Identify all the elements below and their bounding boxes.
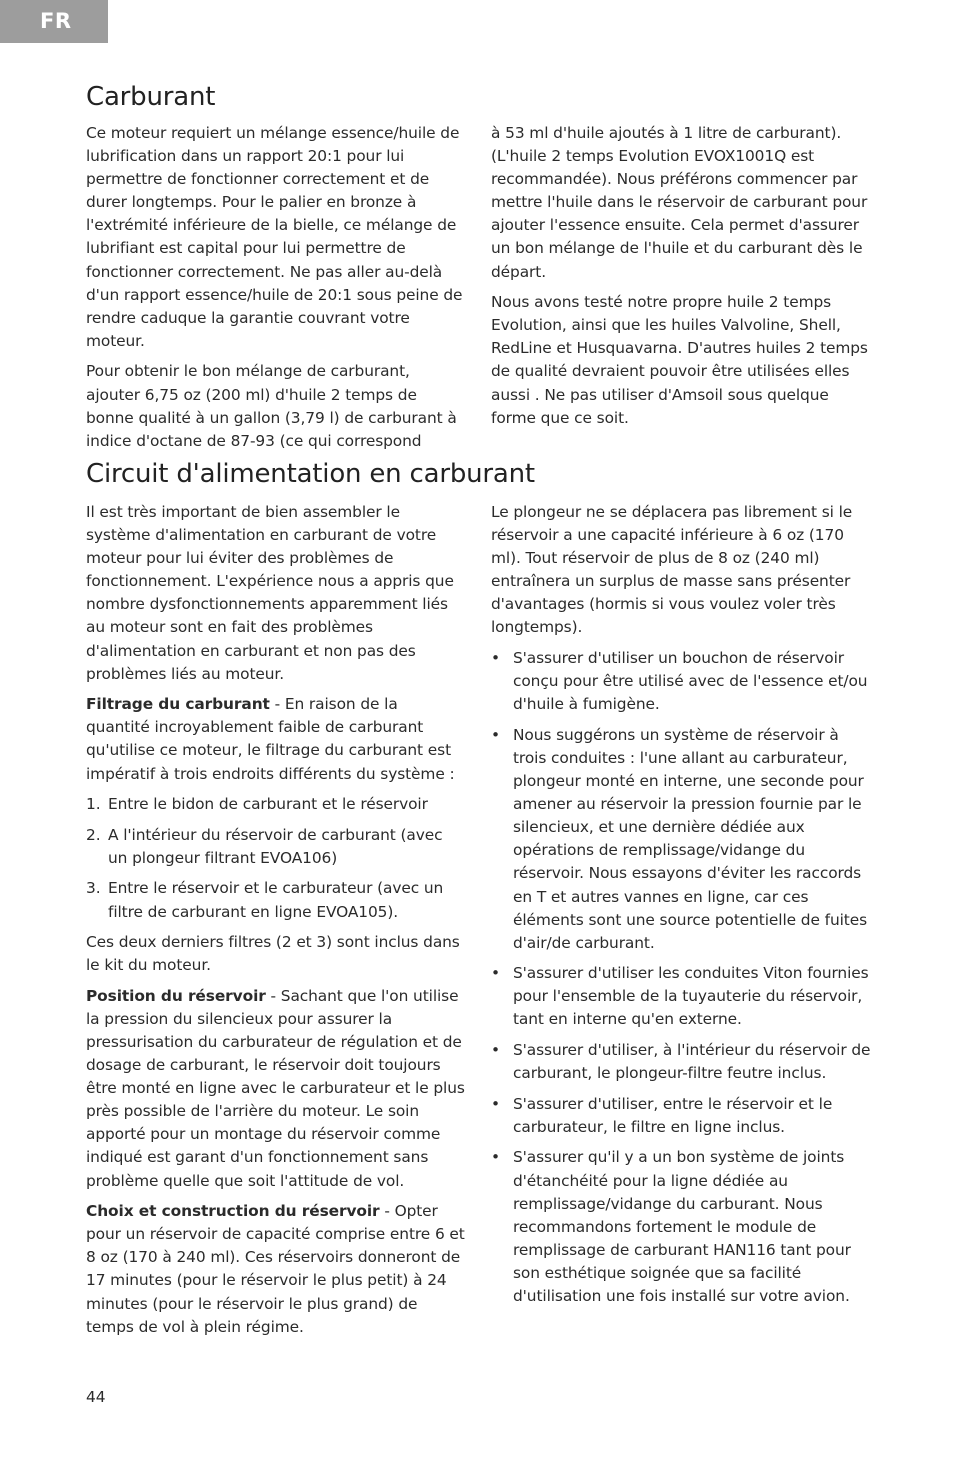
paragraph: Pour obtenir le bon mélange de carburant, ajouter 6,75 oz (200 ml) d'huile 2 temps de bonne qualité à un gallon (3,79 l) de carburant à indice d'octane de 87-93 (ce qui correspond [86,362,457,450]
bullet-mark: • [491,649,500,668]
position-label: Position du réservoir [86,986,266,1005]
filter-locations-list [86,793,466,923]
bullet-text: S'assurer d'utiliser, à l'intérieur du réservoir de carburant, le plongeur-filtre feutre inclus. [513,1041,871,1083]
section-title-circuit-alimentation: Circuit d'alimentation en carburant [86,459,535,489]
bullet-mark: • [491,1094,500,1113]
bullet-text: S'assurer d'utiliser, entre le réservoir et le carburateur, le filtre en ligne inclus. [513,1094,833,1136]
paragraph-position [86,985,466,1193]
bullet-mark: • [491,1041,500,1060]
bullet-mark: • [491,1148,500,1167]
bullet-item [491,1146,871,1308]
bullet-item [491,1093,871,1139]
list-item-text: Entre le réservoir et le carburateur (avec un filtre de carburant en ligne EVOA105). [108,879,444,921]
list-item [86,793,466,816]
list-number: 2. [86,825,101,844]
list-item-text: A l'intérieur du réservoir de carburant (avec un plongeur filtrant EVOA106) [108,825,443,867]
bullet-item [491,1039,871,1085]
bullet-text: S'assurer d'utiliser un bouchon de réservoir conçu pour être utilisé avec de l'essence et/ou d'huile à fumigène. [513,649,868,714]
bullet-item [491,962,871,1031]
filtrage-text: - En raison de la quantité incroyablement faible de carburant qu'utilise ce moteur, le filtrage du carburant est impératif à trois endroits différents du système : [86,695,455,783]
bullet-text: S'assurer qu'il y a un bon système de joints d'étanchéité pour la ligne dédiée au remplissage/vidange du carburant. Nous recommandons fortement le module de remplissage de carburant HAN116 tant pour son esthétique soignée que sa facilité d'utilisation une fois installé sur votre avion. [513,1148,851,1305]
paragraph-filters-note: Ces deux derniers filtres (2 et 3) sont inclus dans le kit du moteur. [86,933,460,975]
bullet-item [491,647,871,716]
circuit-left-column [86,501,466,1346]
bullet-mark: • [491,964,500,983]
carburant-right-column [491,122,871,437]
page-number: 44 [86,1388,106,1406]
bullet-text: Nous suggérons un système de réservoir à trois conduites : l'une allant au carburateur, plongeur monté en interne, une seconde pour amener au réservoir la pression fournie par le silencieux, et une dernière dédiée aux opérations de remplissage/vidange du réservoir. Nous essayons d'éviter les raccords en T et autres vannes en ligne, car ces éléments sont une source potentielle de fuites d'air/de carburant. [513,725,867,952]
paragraph-filtrage [86,693,466,785]
choix-label: Choix et construction du réservoir [86,1202,380,1221]
carburant-left-column [86,122,466,460]
list-item [86,877,466,923]
bullet-item [491,724,871,955]
position-text: - Sachant que l'on utilise la pression du silencieux pour assurer la pressurisation du carburateur de régulation et de dosage de carburant, le réservoir doit toujours être monté en ligne avec le carburateur et le plus près possible de l'arrière du moteur. Le soin apporté pour un montage du réservoir comme indiqué est garant d'un fonctionnement sans problème quelle que soit l'attitude de vol. [86,986,465,1190]
choix-text: - Opter pour un réservoir de capacité comprise entre 6 et 8 oz (170 à 240 ml). Ces réservoirs donneront de 17 minutes (pour le réservoir le plus petit) à 24 minutes (pour le réservoir le plus grand) de temps de vol à plein régime. [86,1202,465,1336]
language-tab: FR [0,0,108,43]
circuit-right-column [491,501,871,1316]
bullet-text: S'assurer d'utiliser les conduites Viton fournies pour l'ensemble de la tuyauterie du réservoir, tant en interne qu'en externe. [513,964,869,1029]
list-number: 3. [86,879,101,898]
paragraph: à 53 ml d'huile ajoutés à 1 litre de carburant). (L'huile 2 temps Evolution EVOX1001Q est recommandée). Nous préférons commencer par mettre l'huile dans le réservoir de carburant pour ajouter l'essence ensuite. Cela permet d'assurer un bon mélange de l'huile et du carburant dès le départ. [491,124,868,281]
paragraph-plongeur: Le plongeur ne se déplacera pas librement si le réservoir a une capacité inférieure à 6 oz (170 ml). Tout réservoir de plus de 8 oz (240 ml) entraînera un surplus de masse sans présenter d'avantages (hormis si vous voulez voler très longtemps). [491,503,853,637]
paragraph-intro: Il est très important de bien assembler le système d'alimentation en carburant de votre moteur pour lui éviter des problèmes de fonctionnement. L'expérience nous a appris que nombre dysfonctionnements apparemment liés au moteur sont en fait des problèmes d'alimentation en carburant et non pas des problèmes liés au moteur. [86,503,454,683]
paragraph-choix [86,1200,466,1339]
filtrage-label: Filtrage du carburant [86,695,270,714]
list-number: 1. [86,795,101,814]
bullet-mark: • [491,725,500,744]
paragraph: Ce moteur requiert un mélange essence/huile de lubrification dans un rapport 20:1 pour lui permettre de fonctionner correctement et de durer longtemps. Pour le palier en bronze à l'extrémité inférieure de la bielle, ce mélange de lubrifiant est capital pour lui permettre de fonctionner correctement. Ne pas aller au-delà d'un rapport essence/huile de 20:1 sous peine de rendre caduque la garantie couvrant votre moteur. [86,124,463,350]
paragraph: Nous avons testé notre propre huile 2 temps Evolution, ainsi que les huiles Valvoline, Shell, RedLine et Husquavarna. D'autres huiles 2 temps de qualité devraient pouvoir être utilisées elles aussi . Ne pas utiliser d'Amsoil sous quelque forme que ce soit. [491,293,868,427]
list-item-text: Entre le bidon de carburant et le réservoir [108,795,428,814]
recommendations-list [491,647,871,1308]
list-item [86,824,466,870]
section-title-carburant: Carburant [86,82,216,112]
